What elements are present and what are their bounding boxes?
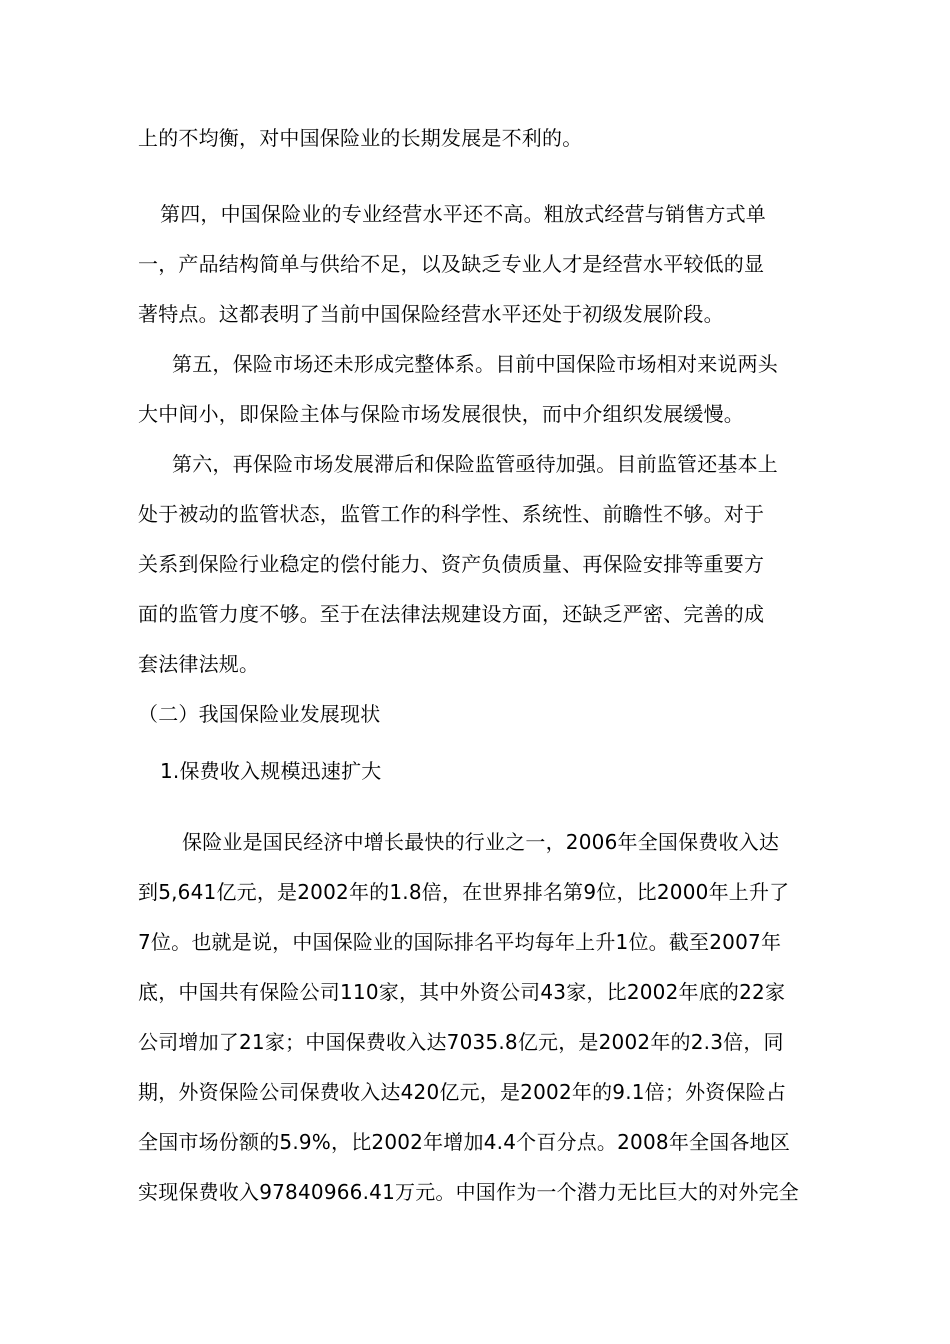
section-heading: （二）我国保险业发展现状 [138,702,381,726]
paragraph-4-line-2: 一，产品结构简单与供给不足，以及缺乏专业人才是经营水平较低的显 [138,252,765,276]
paragraph-7-line-8: 实现保费收入97840966.41万元。中国作为一个潜力无比巨大的对外完全 [138,1180,800,1204]
paragraph-4-line-3: 著特点。这都表明了当前中国保险经营水平还处于初级发展阶段。 [138,302,724,326]
paragraph-7-line-1: 保险业是国民经济中增长最快的行业之一，2006年全国保费收入达 [182,830,780,854]
paragraph-7-line-6: 期，外资保险公司保费收入达420亿元，是2002年的9.1倍；外资保险占 [138,1080,787,1104]
paragraph-7-line-3: 7位。也就是说，中国保险业的国际排名平均每年上升1位。截至2007年 [138,930,782,954]
paragraph-5-line-1: 第五，保险市场还未形成完整体系。目前中国保险市场相对来说两头 [172,352,778,376]
text-line: 上的不均衡，对中国保险业的长期发展是不利的。 [138,126,583,150]
paragraph-7-line-2: 到5,641亿元，是2002年的1.8倍，在世界排名第9位，比2000年上升了 [138,880,790,904]
paragraph-6-line-4: 面的监管力度不够。至于在法律法规建设方面，还缺乏严密、完善的成 [138,602,765,626]
paragraph-5-line-2: 大中间小，即保险主体与保险市场发展很快，而中介组织发展缓慢。 [138,402,744,426]
paragraph-6-line-3: 关系到保险行业稳定的偿付能力、资产负债质量、再保险安排等重要方 [138,552,765,576]
subsection-heading: 1.保费收入规模迅速扩大 [160,759,382,783]
paragraph-7-line-7: 全国市场份额的5.9%，比2002年增加4.4个百分点。2008年全国各地区 [138,1130,791,1154]
paragraph-7-line-5: 公司增加了21家；中国保费收入达7035.8亿元，是2002年的2.3倍，同 [138,1030,784,1054]
paragraph-4-line-1: 第四，中国保险业的专业经营水平还不高。粗放式经营与销售方式单 [160,202,766,226]
paragraph-6-line-2: 处于被动的监管状态，监管工作的科学性、系统性、前瞻性不够。对于 [138,502,765,526]
paragraph-6-line-5: 套法律法规。 [138,652,260,676]
paragraph-6-line-1: 第六，再保险市场发展滞后和保险监管亟待加强。目前监管还基本上 [172,452,778,476]
paragraph-7-line-4: 底，中国共有保险公司110家，其中外资公司43家，比2002年底的22家 [138,980,786,1004]
